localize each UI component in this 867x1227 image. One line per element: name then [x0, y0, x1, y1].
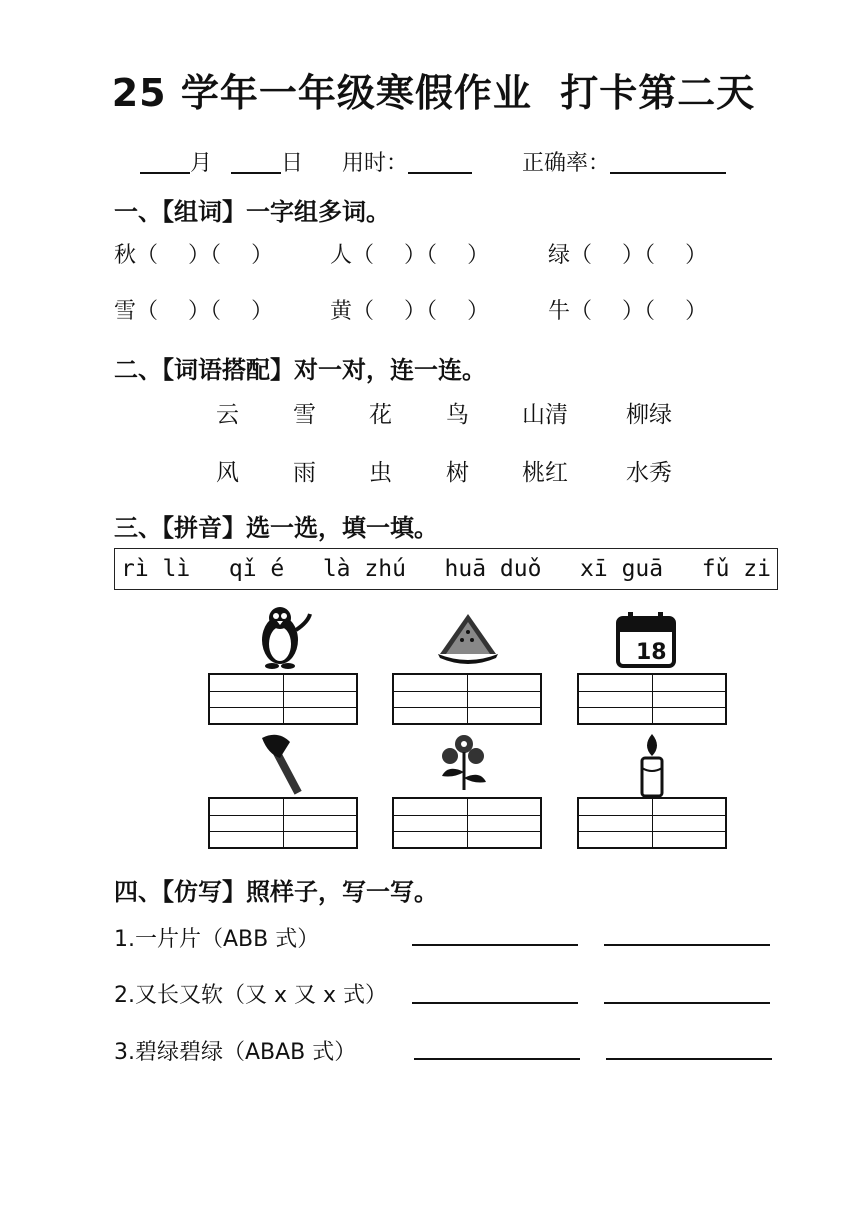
paren: ） [685, 243, 708, 268]
s1-char: 牛 [548, 299, 571, 324]
answer-line[interactable] [604, 1002, 770, 1004]
paren: （ [352, 243, 375, 268]
paren: ） [251, 243, 274, 268]
accuracy-row [522, 146, 726, 177]
paren: ） [467, 299, 490, 324]
paren: （ [570, 243, 593, 268]
section-3-heading: 三、【拼音】选一选，填一填。 [114, 514, 438, 542]
paren: ） [622, 299, 645, 324]
s1-group [548, 238, 748, 269]
pinyin-answer-grid[interactable] [577, 673, 727, 725]
flower-icon [428, 728, 498, 798]
paren: （ [426, 243, 438, 268]
paren: （ [352, 299, 375, 324]
pinyin-option: xī guā [580, 556, 664, 582]
paren: ） [685, 299, 708, 324]
match-word-bottom[interactable]: 桃红 [522, 460, 568, 486]
paren: （ [210, 243, 222, 268]
paren: ） [188, 243, 211, 268]
s1-char: 人 [330, 243, 353, 268]
pinyin-option: qǐ é [228, 556, 285, 582]
match-word-bottom[interactable]: 虫 [369, 460, 392, 486]
time-row [342, 146, 472, 177]
pinyin-option: fǔ zi [701, 556, 771, 582]
pinyin-answer-grid[interactable] [577, 797, 727, 849]
pinyin-option: là zhú [322, 556, 406, 582]
match-word-bottom[interactable]: 树 [446, 460, 469, 486]
s1-char: 绿 [548, 243, 571, 268]
paren: （ [570, 299, 593, 324]
match-word-top[interactable]: 柳绿 [626, 402, 672, 428]
paren: （ [136, 243, 159, 268]
section-4-heading: 四、【仿写】照样子，写一写。 [114, 878, 438, 906]
calendar-icon [612, 604, 682, 674]
paren: （ [644, 299, 656, 324]
paren: （ [136, 299, 159, 324]
imitation-item: 3.碧绿碧绿（ABAB 式） [114, 1040, 357, 1065]
watermelon-icon [432, 604, 502, 674]
month-blank[interactable] [140, 150, 190, 174]
paren: ） [622, 243, 645, 268]
match-word-bottom[interactable]: 雨 [293, 460, 316, 486]
match-word-top[interactable]: 云 [216, 402, 239, 428]
month-label: 月 [190, 151, 213, 176]
match-word-top[interactable]: 雪 [293, 402, 316, 428]
answer-line[interactable] [412, 1002, 578, 1004]
axe-icon [250, 728, 320, 798]
answer-line[interactable] [604, 944, 770, 946]
match-word-bottom[interactable]: 风 [216, 460, 239, 486]
s1-group [114, 238, 314, 269]
pinyin-answer-grid[interactable] [208, 797, 358, 849]
section-1-heading: 一、【组词】一字组多词。 [114, 198, 390, 226]
s1-group [114, 294, 314, 325]
paren: ） [404, 243, 427, 268]
pinyin-answer-grid[interactable] [208, 673, 358, 725]
paren: ） [188, 299, 211, 324]
page-title: 25 学年一年级寒假作业 打卡第二天 [111, 71, 756, 115]
s1-char: 黄 [330, 299, 353, 324]
accuracy-label: 正确率： [522, 151, 611, 176]
day-blank[interactable] [231, 150, 281, 174]
paren: ） [467, 243, 490, 268]
day-label: 日 [281, 151, 304, 176]
pinyin-answer-grid[interactable] [392, 673, 542, 725]
section-2-heading: 二、【词语搭配】对一对，连一连。 [114, 356, 486, 384]
candle-icon [618, 728, 688, 798]
pinyin-option: rì lì [121, 556, 191, 582]
match-word-top[interactable]: 山清 [522, 402, 568, 428]
time-label: 用时： [342, 151, 409, 176]
match-word-top[interactable]: 花 [369, 402, 392, 428]
accuracy-blank[interactable] [610, 150, 726, 174]
pinyin-box [114, 548, 778, 590]
match-word-top[interactable]: 鸟 [446, 402, 469, 428]
date-row [140, 146, 303, 177]
s1-group [330, 294, 530, 325]
pinyin-option: huā duǒ [444, 556, 542, 582]
s1-char: 秋 [114, 243, 137, 268]
paren: （ [644, 243, 656, 268]
imitation-item: 2.又长又软（又 x 又 x 式） [114, 983, 388, 1008]
paren: （ [426, 299, 438, 324]
pinyin-answer-grid[interactable] [392, 797, 542, 849]
imitation-item: 1.一片片（ABB 式） [114, 927, 320, 952]
answer-line[interactable] [606, 1058, 772, 1060]
paren: （ [210, 299, 222, 324]
match-word-bottom[interactable]: 水秀 [626, 460, 672, 486]
time-blank[interactable] [408, 150, 472, 174]
paren: ） [251, 299, 274, 324]
s1-char: 雪 [114, 299, 137, 324]
penguin-icon [248, 600, 318, 670]
s1-group [330, 238, 530, 269]
svg-text:18: 18 [636, 640, 667, 665]
answer-line[interactable] [412, 944, 578, 946]
answer-line[interactable] [414, 1058, 580, 1060]
s1-group [548, 294, 748, 325]
paren: ） [404, 299, 427, 324]
